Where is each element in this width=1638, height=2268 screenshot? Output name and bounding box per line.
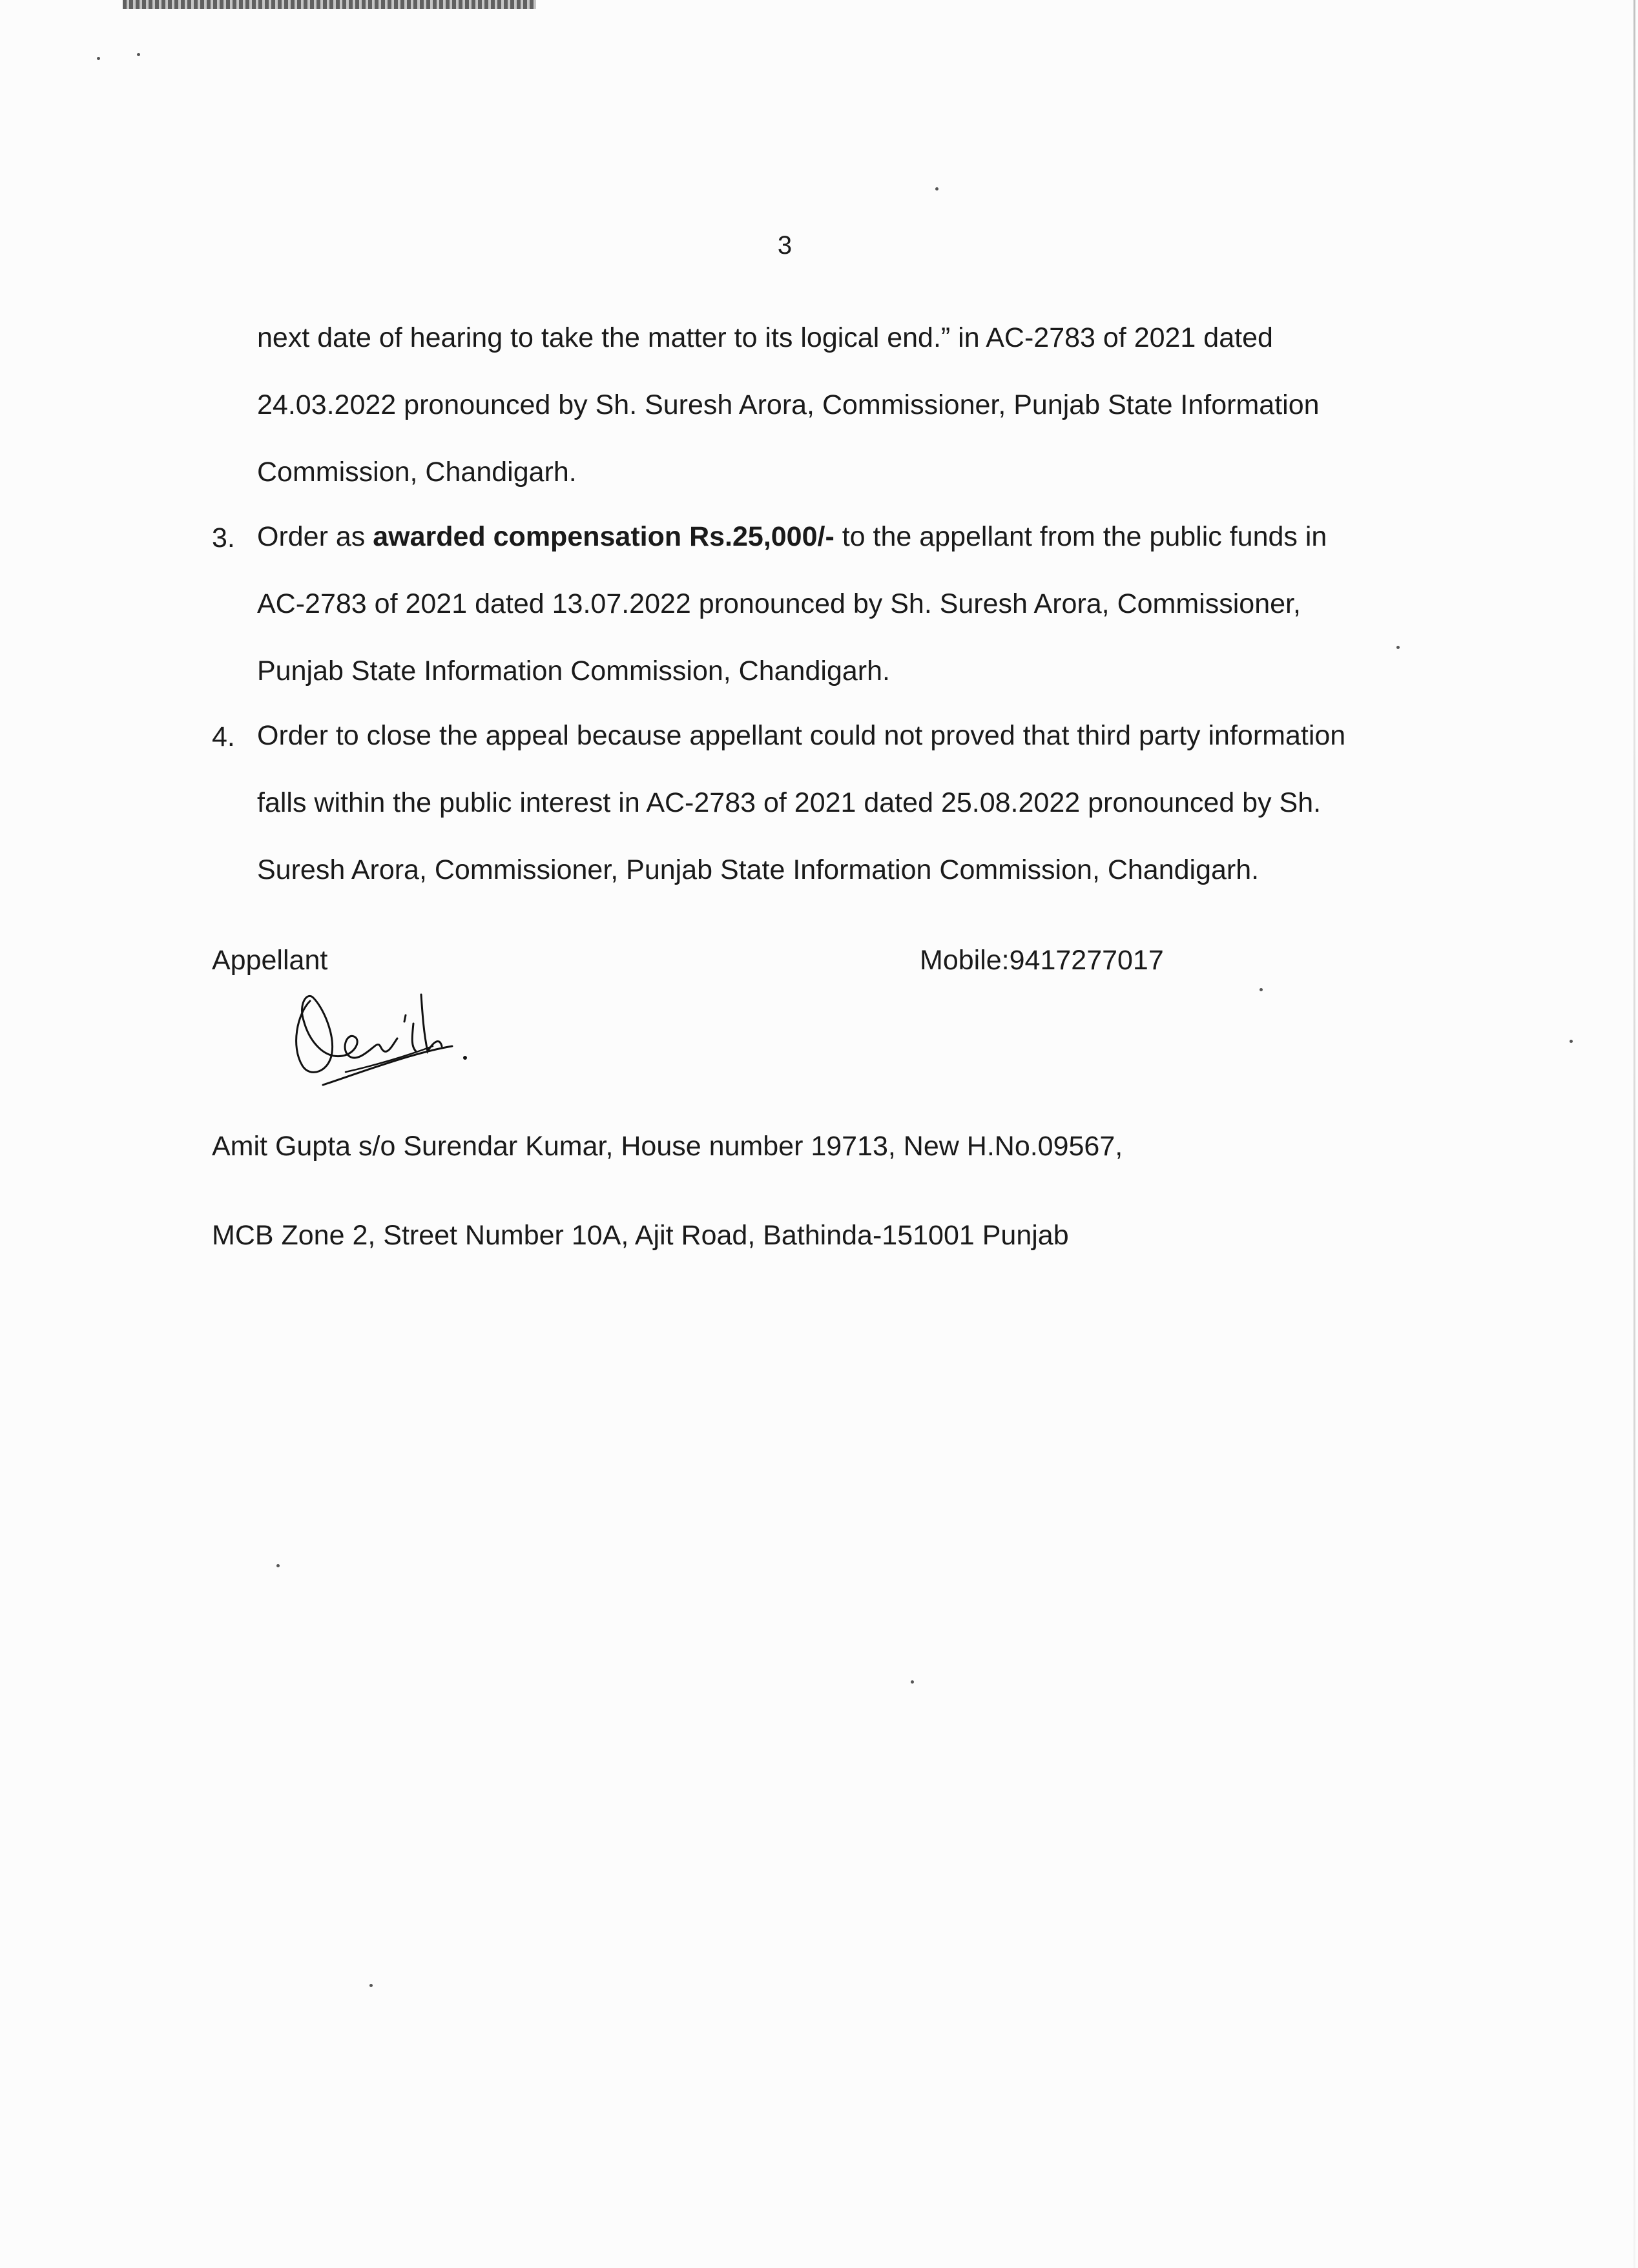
scan-speck xyxy=(1396,646,1400,649)
scan-speck xyxy=(911,1680,914,1684)
item-3-text-pre: Order as xyxy=(257,521,373,552)
scan-speck xyxy=(1260,988,1263,991)
item-4-line-3: Suresh Arora, Commissioner, Punjab State Information Commission, Chandigarh. xyxy=(257,854,1260,885)
mobile-number: Mobile:9417277017 xyxy=(920,945,1164,976)
scan-edge-right xyxy=(1633,0,1635,2268)
appellant-label: Appellant xyxy=(212,945,328,976)
scan-speck xyxy=(935,187,938,191)
scan-speck xyxy=(1570,1040,1573,1043)
continuation-line-3: Commission, Chandigarh. xyxy=(257,457,577,488)
item-4-line-2: falls within the public interest in AC-2783 of 2021 dated 25.08.2022 pronounced by Sh. xyxy=(257,787,1322,818)
page-number: 3 xyxy=(777,231,793,260)
item-3-line-2: AC-2783 of 2021 dated 13.07.2022 pronounced by Sh. Suresh Arora, Commissioner, xyxy=(257,588,1301,619)
scan-speck xyxy=(276,1564,280,1567)
continuation-line-2: 24.03.2022 pronounced by Sh. Suresh Arora, Commissioner, Punjab State Information xyxy=(257,389,1320,420)
continuation-line-1: next date of hearing to take the matter to its logical end.” in AC-2783 of 2021 dated xyxy=(257,322,1273,353)
item-number: 4. xyxy=(212,721,235,752)
item-3-line-3: Punjab State Information Commission, Chandigarh. xyxy=(257,655,890,686)
scan-speck xyxy=(97,57,100,60)
address-line-2: MCB Zone 2, Street Number 10A, Ajit Road, Bathinda-151001 Punjab xyxy=(212,1220,1069,1251)
signature-image xyxy=(284,975,491,1098)
item-3-text-bold: awarded compensation Rs.25,000/- xyxy=(373,521,835,552)
scan-speck xyxy=(137,53,140,56)
scan-speck xyxy=(369,1984,373,1987)
item-number: 3. xyxy=(212,522,235,553)
item-3-line-1 xyxy=(257,523,1327,551)
scan-edge-top xyxy=(123,0,536,9)
item-4-line-1: Order to close the appeal because appellant could not proved that third party information xyxy=(257,720,1346,751)
item-3-text-post: to the appellant from the public funds in xyxy=(834,521,1327,552)
address-line-1: Amit Gupta s/o Surendar Kumar, House number 19713, New H.No.09567, xyxy=(212,1131,1123,1162)
